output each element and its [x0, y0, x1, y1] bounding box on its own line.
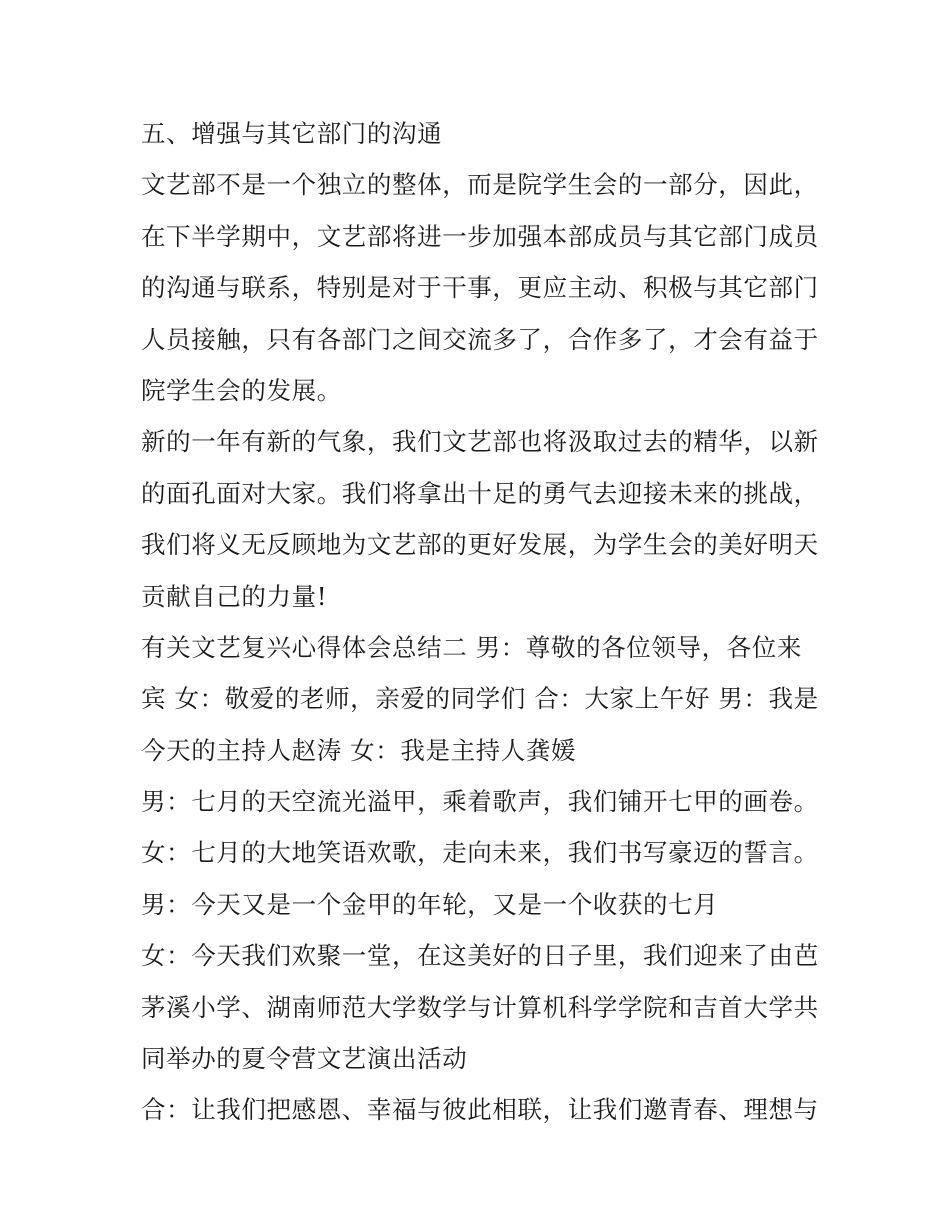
text-line: 男：今天又是一个金甲的年轮，又是一个收获的七月	[141, 889, 719, 919]
text-line: 的沟通与联系，特别是对于干事，更应主动、积极与其它部门	[141, 273, 819, 303]
text-line: 新的一年有新的气象，我们文艺部也将汲取过去的精华，以新	[141, 427, 819, 457]
text-line: 今天的主持人赵涛 女：我是主持人龚媛	[141, 735, 577, 765]
text-line: 茅溪小学、湖南师范大学数学与计算机科学学院和吉首大学共	[141, 992, 819, 1022]
text-line: 贡献自己的力量!	[141, 581, 328, 611]
text-line: 五、增强与其它部门的沟通	[141, 119, 443, 148]
text-line: 有关文艺复兴心得体会总结二 男：尊敬的各位领导，各位来	[141, 632, 802, 662]
text-line: 男：七月的天空流光溢甲，乘着歌声，我们铺开七甲的画卷。	[141, 787, 819, 817]
document-body	[141, 108, 821, 1136]
text-line: 在下半学期中，文艺部将进一步加强本部成员与其它部门成员	[141, 221, 819, 251]
text-line: 的面孔面对大家。我们将拿出十足的勇气去迎接未来的挑战，	[141, 478, 819, 508]
text-line: 同举办的夏令营文艺演出活动	[141, 1044, 468, 1074]
text-line: 宾 女：敬爱的老师，亲爱的同学们 合：大家上午好 男：我是	[141, 684, 819, 714]
text-line: 女：今天我们欢聚一堂，在这美好的日子里，我们迎来了由芭	[141, 941, 819, 971]
text-line: 合：让我们把感恩、幸福与彼此相联，让我们邀青春、理想与	[141, 1095, 819, 1125]
text-line: 文艺部不是一个独立的整体，而是院学生会的一部分，因此，	[141, 170, 819, 200]
text-line: 院学生会的发展。	[141, 375, 342, 405]
text-line: 人员接触，只有各部门之间交流多了，合作多了，才会有益于	[141, 324, 819, 354]
text-line: 我们将义无反顾地为文艺部的更好发展，为学生会的美好明天	[141, 530, 819, 560]
text-line: 女：七月的大地笑语欢歌，走向未来，我们书写豪迈的誓言。	[141, 838, 819, 868]
